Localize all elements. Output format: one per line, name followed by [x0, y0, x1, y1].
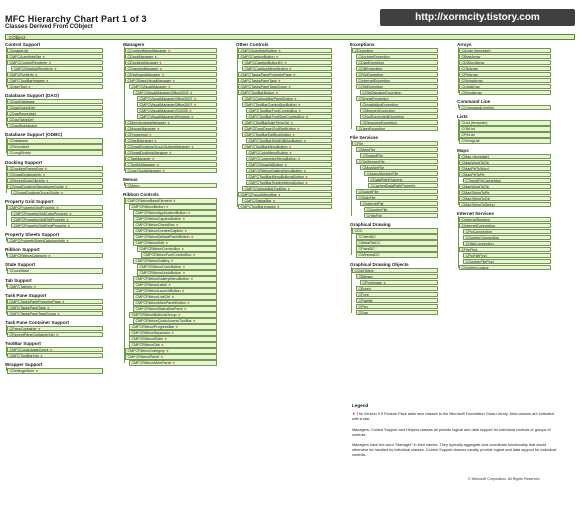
watermark-stamp: http://xormcity.tistory.com: [380, 9, 575, 26]
class-node: CMFCRibbonProgressBar ★: [129, 324, 217, 329]
class-node: CMapStringToString: [459, 202, 551, 207]
class-node: CGdiObject: [352, 268, 438, 273]
class-node: CContextMenuManager ★: [125, 48, 217, 53]
class-node: CPngImage ★: [360, 280, 438, 285]
class-node: CSmartDockingStandaloneGuide ★: [7, 184, 103, 189]
class-node: CMFCTasksPaneTaskGroup ★: [238, 84, 332, 89]
class-node: CUserToolsManager ★: [125, 168, 217, 173]
chart-subtitle: Classes Derived From CObject: [5, 24, 93, 30]
class-node: CRecentDockSiteInfo ★: [7, 178, 103, 183]
class-node: CMFCRibbonUndoButton ★: [137, 270, 217, 275]
class-node: CMapWordToOb: [459, 160, 551, 165]
class-node: CMFCToolBarMenuButtonsButton ★: [246, 174, 332, 179]
class-node: CFrameImpl ★: [125, 132, 217, 137]
connector-line: [6, 298, 7, 314]
class-node: CNotSupportedException: [360, 114, 438, 119]
class-node: CInternetException: [356, 78, 438, 83]
class-node: CMouseManager ★: [125, 126, 217, 131]
class-node: CMFCToolBarInfo ★: [7, 353, 103, 358]
class-node: CMetaFileDC: [356, 240, 438, 245]
class-node: CMFCDropDownToolBarButton ★: [242, 126, 332, 131]
class-node: CMapPtrToWord: [459, 166, 551, 171]
class-node: CMFCCaptionButton ★: [238, 54, 332, 59]
class-node: CMFCAutoHideButton ★: [238, 48, 332, 53]
class-node: CGopherFileFind: [463, 259, 551, 264]
connector-line: [6, 283, 7, 287]
legend-support: Managers have the word "Manager" in their names. They typically aggregate and coordinate functionality that would otherwise be handled by individual classes. Control Support classes usually provide logical and data support for individual controls.: [352, 443, 557, 457]
group-header: Control Support: [5, 42, 41, 47]
class-node: CMFCRibbonCaptionButton ★: [133, 216, 217, 221]
class-node: CTypedPtrCacheMap: [463, 178, 551, 183]
class-node: CMFCShowAllButton ★: [246, 162, 332, 167]
class-node: CBitmap: [356, 274, 438, 279]
class-node: CMFCCaptionMenuButton ★: [242, 66, 332, 71]
class-node: CDockingPanesRow ★: [7, 166, 103, 171]
class-node: CMFCRibbonPanel ★: [125, 354, 217, 359]
class-node: CSmartDockingManager ★: [125, 150, 217, 155]
class-node: CMFCVisualManagerOffice2007 ★: [137, 102, 217, 107]
connector-line: [6, 325, 7, 335]
class-node: CDaoQueryDef: [7, 105, 103, 110]
group-header: Exceptions: [350, 42, 375, 47]
class-node: CPtrArray: [459, 72, 551, 77]
group-header: Menus: [123, 177, 138, 183]
class-node: CMFCToolBarFontSizeComboBox ★: [246, 114, 332, 119]
class-node: CMapWordToOb: [459, 184, 551, 189]
group-header: Arrays: [457, 42, 472, 47]
class-node: CMFCTasksPaneTaskGroup ★: [7, 311, 103, 316]
group-header: Property Sheets Support: [5, 232, 60, 237]
group-header: Ribbon Controls: [123, 192, 159, 198]
connector-line: [6, 165, 7, 193]
class-node: CMFCShadowRenderer ★: [11, 66, 103, 71]
class-node: CMFCRibbonStatusBarPane ★: [133, 306, 217, 311]
class-node: CMFCTasksPaneTask ★: [7, 305, 103, 310]
class-node: CMFCCaptionButtonEx ★: [242, 60, 332, 65]
class-node: CUserException: [356, 126, 438, 131]
legend-managers: Managers, Control Support and Helpers classes all provide logical and data support for individual controls or groups of controls.: [352, 428, 551, 437]
class-node: CSimpleException: [356, 96, 438, 101]
class-node: CObArray: [459, 66, 551, 71]
class-node: CMFCToolBarFontComboBox ★: [246, 108, 332, 113]
class-node: CMonikerFile: [360, 165, 438, 170]
connector-line: [6, 204, 7, 226]
class-node: CInvalidArgException: [360, 102, 438, 107]
group-header: Docking Support: [5, 159, 43, 165]
class-node: COleDispatchException: [360, 90, 438, 95]
class-node: CMFCVisualManagerVS2005 ★: [137, 108, 217, 113]
class-node: CList (template): [459, 120, 551, 125]
class-node: CMFCStatusBar ★: [242, 198, 332, 203]
class-node: CRgn: [356, 310, 438, 315]
class-node: CUserTool ★: [7, 84, 103, 89]
class-node: CMFCRibbonMainPanelButton ★: [133, 300, 217, 305]
class-node: CHttpConnection: [463, 241, 551, 246]
class-node: CMFCRibbonComboBox ★: [137, 246, 217, 251]
group-header: Graphical Drawing Objects: [350, 261, 409, 267]
class-node: CMFCTasksPaneTask ★: [238, 78, 332, 83]
class-node: CKeyboardManager ★: [125, 72, 217, 77]
class-node: CArchiveException: [356, 54, 438, 59]
class-node: CFont: [356, 292, 438, 297]
connector-line: [351, 47, 352, 129]
connector-line: [458, 216, 459, 268]
class-node: CInternetFile: [360, 201, 438, 206]
class-node: CMFCToolBarDateTimeCtrl ★: [242, 120, 332, 125]
star-icon: ★: [352, 412, 356, 416]
class-node: CBrush: [356, 286, 438, 291]
class-node: CMFCRibbonGalleryMenuButton ★: [133, 276, 217, 281]
class-node: CMFCPropertyGridProperty ★: [7, 205, 103, 210]
class-node: CMFCVisualManagerOffice2003 ★: [133, 90, 217, 95]
group-header: Lists: [457, 114, 468, 120]
class-node: CSocketFile: [356, 189, 438, 194]
class-node: CImageList: [7, 48, 103, 53]
class-node: CMFCRibbonButtonsGroup ★: [129, 312, 217, 317]
class-node: CMapStringToOb: [459, 196, 551, 201]
class-node: CArray (template): [459, 48, 551, 53]
class-node: CStringList: [459, 138, 551, 143]
class-node: CAsyncMonikerFile: [364, 171, 438, 176]
class-node: CSmartDockingInfo ★: [7, 172, 103, 177]
group-header: Maps: [457, 147, 469, 153]
class-node: CMFCVisualManagerOffice2007 ★: [137, 96, 217, 101]
group-header: Internet Services: [457, 210, 495, 216]
class-node: CMFCOutlookBarToolBar ★: [242, 186, 332, 191]
copyright-text: © Microsoft Corporation. All Rights Reserved.: [468, 477, 541, 481]
class-node: CDC: [352, 228, 438, 233]
group-header: Ribbon Support: [5, 247, 40, 253]
class-node: CUIntArray: [459, 84, 551, 89]
group-header: Database Support (ODBC): [5, 132, 63, 138]
class-node: CMFCRibbonLabel ★: [133, 282, 217, 287]
class-node: CMFCToolBarSpinEditBoxButton ★: [246, 138, 332, 143]
class-node: CInternetSession: [459, 217, 551, 222]
class-node: CStdioFile: [356, 195, 438, 200]
class-node: CMFCTabInfo ★: [7, 284, 103, 289]
class-node: CTagManager ★: [125, 156, 217, 161]
class-node: CDrawingManager ★: [125, 66, 217, 71]
connector-line: [458, 47, 459, 93]
connector-line: [6, 98, 7, 126]
class-node: CMFCRibbonCategory ★: [125, 348, 217, 353]
connector-line: [351, 267, 352, 313]
class-node: CMFCToolBarEditBoxButton ★: [242, 132, 332, 137]
connector-line: [458, 119, 459, 141]
class-node: CMFCPropertyGridFileProperty ★: [11, 217, 103, 222]
class-node: CDBException: [356, 66, 438, 71]
class-node: COleException: [356, 84, 438, 89]
class-node: CMFCRibbonApplicationButton ★: [133, 210, 217, 215]
connector-line: [124, 47, 125, 171]
class-node: CPaneContainer ★: [7, 326, 103, 331]
class-node: CMFCColorMenuButton ★: [246, 150, 332, 155]
class-node: CDaoTableDef: [7, 117, 103, 122]
class-node: CMFCControlRenderer ★: [7, 60, 103, 65]
connector-line: [6, 252, 7, 256]
connector-line: [124, 197, 125, 363]
class-node: CMFCToolBarMenuButton ★: [242, 144, 332, 149]
class-node: CWindowDC: [356, 252, 438, 257]
class-node: CMapStringToPtr: [459, 190, 551, 195]
class-node: CGopherConnection: [463, 235, 551, 240]
class-node: CMFCRibbonQuickAccessToolBar ★: [133, 318, 217, 323]
class-node: CMFCPropertyGridFontProperty ★: [11, 223, 103, 228]
group-header: Other Controls: [236, 42, 269, 47]
class-node: CMapPtrToPtr: [459, 172, 551, 177]
connector-line: [458, 104, 459, 108]
connector-line: [6, 237, 7, 241]
class-node: CFtpConnection: [463, 229, 551, 234]
class-node: CGopherFile: [364, 207, 438, 212]
class-node: CMFCTasksPanePropertyPage ★: [7, 299, 103, 304]
class-node: CPtrList: [459, 132, 551, 137]
class-node: CRecordset: [7, 144, 103, 149]
class-node: CMFCToolBarImages ★: [7, 78, 103, 83]
group-header: Property Grid Support: [5, 198, 54, 204]
class-node: CFileFind: [459, 247, 551, 252]
class-node: CCommandLineInfo: [459, 105, 551, 110]
connector-line: [237, 47, 238, 207]
class-node: CDWordArray: [459, 60, 551, 65]
class-node: CMFCRibbonGalleryMenuButton ★: [246, 168, 332, 173]
class-node: CInternetConnection: [459, 223, 551, 228]
class-node: CSmartDockingGroupGuide ★: [11, 190, 103, 195]
group-header: Task Pane Container Support: [5, 320, 69, 325]
class-node: CMFCRibbonCheckBox ★: [133, 222, 217, 227]
class-node: CMenuImagesManager ★: [125, 120, 217, 125]
class-node: CByteArray: [459, 54, 551, 59]
class-node: CDockManager ★: [125, 54, 217, 59]
class-node: CDaoWorkspace: [7, 123, 103, 128]
class-node: CMFCFontInfo ★: [7, 72, 103, 77]
class-node: CMap (template): [459, 154, 551, 159]
class-node: CRecentPaneContainerInfo ★: [7, 332, 103, 337]
class-node: CMFCRibbonLinkCtrl ★: [133, 294, 217, 299]
group-header: Wrapper Support: [5, 362, 43, 368]
connector-line: [6, 267, 7, 271]
class-node: CSettingsStore ★: [7, 368, 103, 373]
class-node: COleStreamFile: [356, 159, 438, 164]
class-node: CMFCRibbonSeparator ★: [129, 330, 217, 335]
class-node: CSmartDockingGroupGuidesManager ★: [125, 144, 217, 149]
root-node: CObject: [5, 34, 575, 40]
connector-line: [351, 227, 352, 255]
class-node: CMFCRibbonButton ★: [129, 204, 217, 209]
class-node: CDockingManager ★: [125, 60, 217, 65]
class-node: CDaoException: [356, 60, 438, 65]
class-node: CMFCRibbonCategory ★: [7, 253, 103, 258]
class-node: CCachedDataPathProperty: [368, 183, 438, 188]
class-node: CMFCPropertySheetCategoryInfo ★: [7, 238, 103, 243]
class-node: CMemoryException: [360, 108, 438, 113]
class-node: CMFCRibbonMainPanel ★: [129, 360, 217, 365]
group-header: State Support: [5, 262, 36, 268]
class-node: CLongBinary: [7, 150, 103, 155]
group-header: Database Support (DAO): [5, 93, 59, 99]
class-node: CStringArray: [459, 78, 551, 83]
group-header: Managers: [123, 42, 145, 47]
connector-line: [351, 140, 352, 216]
class-node: CDatabase: [7, 138, 103, 143]
class-node: CMFCToolBarImages ★: [238, 204, 332, 209]
group-header: Graphical Drawing: [350, 222, 391, 228]
class-node: CMFCAutoHideBar ★: [7, 54, 103, 59]
class-node: CFile: [352, 141, 438, 146]
class-node: CFileException: [356, 72, 438, 77]
legend-new-classes: ★ The Version 9.0 Feature Pack adds new classes to the Microsoft Foundation Class Library. New classes are indicated with a star.: [352, 412, 554, 421]
class-node: CWordArray: [459, 90, 551, 95]
class-node: CMFCRibbonSlider ★: [129, 336, 217, 341]
class-node: CMFCVisualManager ★: [129, 84, 217, 89]
class-node: CMFCRibbonDefaultPanelButton ★: [133, 234, 217, 239]
group-header: ToolBar Support: [5, 341, 41, 347]
class-node: CMFCPopupMenuBar ★: [238, 192, 332, 197]
class-node: CTooltipManager ★: [125, 162, 217, 167]
class-node: CMenu: [125, 183, 217, 188]
connector-line: [458, 153, 459, 205]
class-node: CMFCToolBarButton ★: [238, 90, 332, 95]
class-node: CMFCRibbonGallery ★: [133, 258, 217, 263]
class-node: CMFCToolBarSystemMenuButton ★: [246, 180, 332, 185]
group-header: Tab Support: [5, 277, 32, 283]
connector-line: [124, 182, 125, 186]
class-node: CPen: [356, 304, 438, 309]
class-node: CClientDC: [356, 234, 438, 239]
connector-line: [6, 137, 7, 153]
connector-line: [6, 47, 7, 87]
class-node: CMFCRibbonBaseElement ★: [125, 198, 217, 203]
class-node: CMFCRibbonColorButton ★: [137, 264, 217, 269]
class-node: CDataPathProperty: [368, 177, 438, 182]
class-node: CPaintDC: [356, 246, 438, 251]
class-node: CMFCVisualManagerWindows ★: [137, 114, 217, 119]
class-node: CMFCPropertyGridColorProperty ★: [11, 211, 103, 216]
class-node: CHttpFile: [364, 213, 438, 218]
legend-title: Legend: [352, 403, 369, 408]
class-node: CResourceException: [360, 120, 438, 125]
group-header: Task Pane Support: [5, 292, 47, 298]
class-node: CMemFile: [356, 147, 438, 152]
class-node: CMFCCustomizeMenuButton ★: [246, 156, 332, 161]
class-node: CDockState: [7, 268, 103, 273]
class-node: CSharedFile: [360, 153, 438, 158]
connector-line: [6, 346, 7, 356]
class-node: CMFCRibbonContextCaption ★: [133, 228, 217, 233]
class-node: CGopherLocator: [459, 265, 551, 270]
class-node: CDaoRecordset: [7, 111, 103, 116]
class-node: CException: [352, 48, 438, 53]
class-node: CFtpFileFind: [463, 253, 551, 258]
class-node: CPalette: [356, 298, 438, 303]
class-node: CMFCRibbonFontComboBox ★: [141, 252, 217, 257]
class-node: CMFCOutlookBarPaneButton ★: [242, 96, 332, 101]
class-node: CMFCCmdUsageCount ★: [7, 347, 103, 352]
group-header: File Services: [350, 135, 379, 141]
chart-title: MFC Hierarchy Chart Part 1 of 3: [5, 14, 147, 24]
class-node: CMFCBaseVisualManager ★: [125, 78, 217, 83]
connector-line: [6, 367, 7, 371]
group-header: Command Line: [457, 99, 491, 105]
class-node: CDaoDatabase: [7, 99, 103, 104]
class-node: CMFCRibbonLaunchButton ★: [133, 288, 217, 293]
class-node: CMFCTasksPanePropertyPage ★: [238, 72, 332, 77]
class-node: CMFCRibbonEdit ★: [133, 240, 217, 245]
class-node: CMFCToolBarComboBoxButton ★: [242, 102, 332, 107]
class-node: CShellManager ★: [125, 138, 217, 143]
class-node: CObList: [459, 126, 551, 131]
class-node: CMFCRibbonTab ★: [129, 342, 217, 347]
